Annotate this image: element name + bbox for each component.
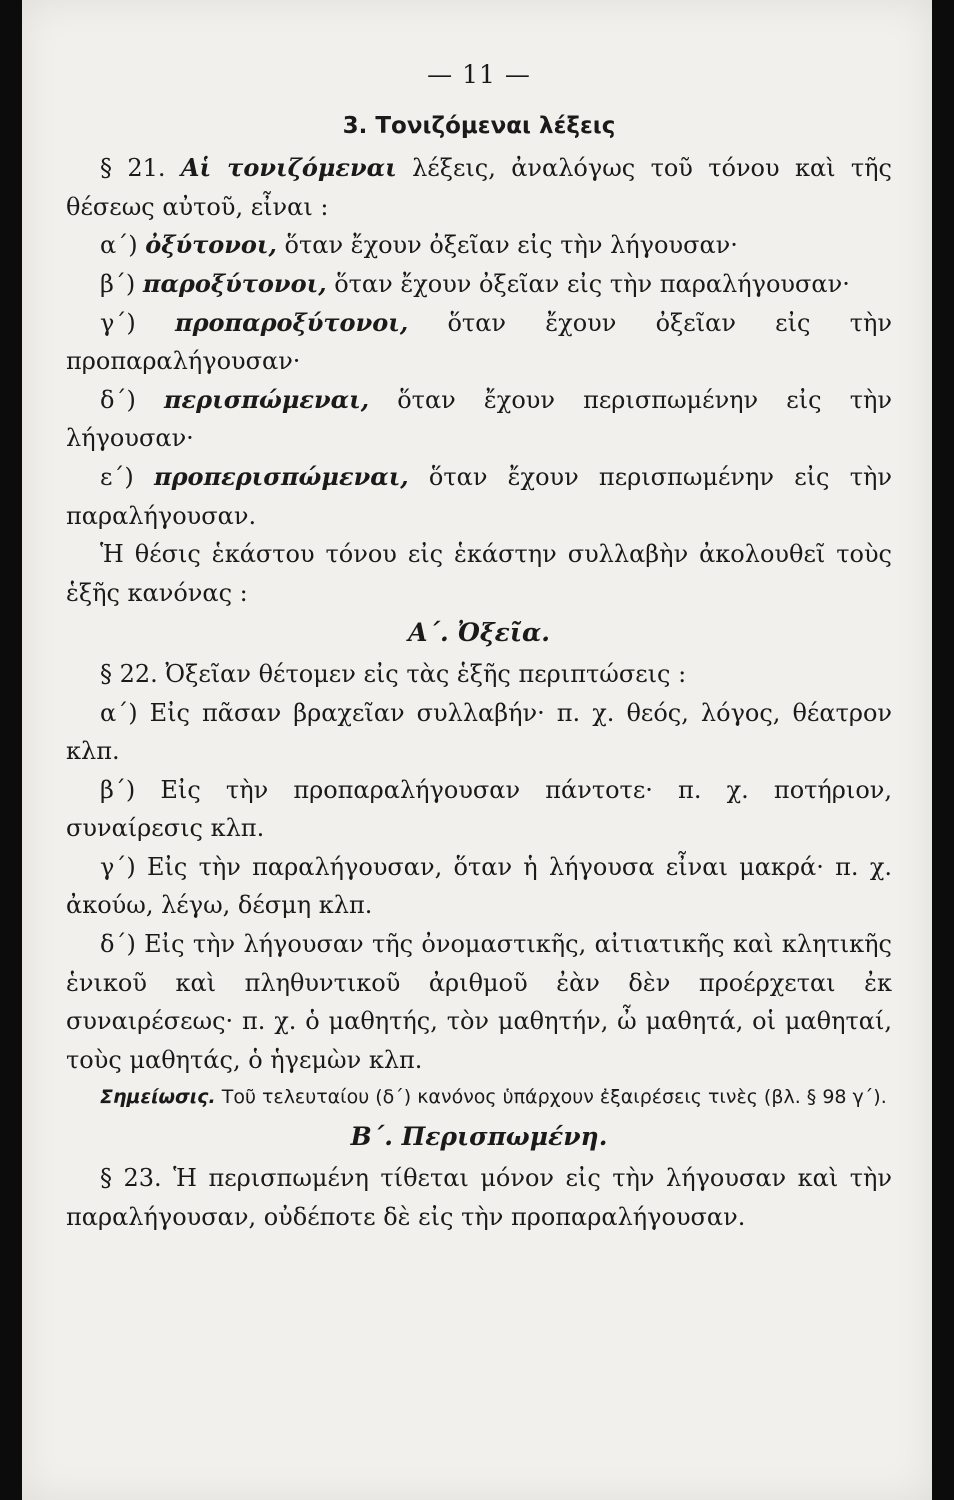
oxia-case: β΄) Εἰς τὴν προπαραλήγουσαν πάντοτε· π. χ. ποτήριον, συναίρεσις κλπ. (66, 775, 892, 843)
item-text: ὅταν ἔχουν ὀξεῖαν εἰς τὴν προπαραλήγουσαν· (66, 308, 892, 376)
book-page (22, 0, 932, 1500)
paragraph-23: § 23. Ἡ περισπωμένη τίθεται μόνον εἰς τὴν λήγουσαν καὶ τὴν παραλήγουσαν, οὐδέποτε δὲ εἰς τὴν προπαραλήγουσαν. (66, 1164, 892, 1231)
paragraph-text: λέξεις, ἀναλόγως τοῦ τόνου καὶ τῆς θέσεως αὐτοῦ, εἶναι : (66, 154, 892, 221)
term: παροξύτονοι, (142, 268, 327, 298)
term: περισπώμεναι, (163, 384, 370, 414)
rule-intro: Ἡ θέσις ἑκάστου τόνου εἰς ἑκάστην συλλαβὴν ἀκολουθεῖ τοὺς ἑξῆς κανόνας : (66, 540, 892, 607)
type-item (66, 458, 892, 535)
item-text: ὅταν ἔχουν ὀξεῖαν εἰς τὴν παραλήγουσαν· (334, 269, 850, 298)
oxia-case: α΄) Εἰς πᾶσαν βραχεῖαν συλλαβήν· π. χ. θεός, λόγος, θέατρον κλπ. (66, 698, 892, 766)
item-label: ε΄) (100, 462, 134, 491)
item-label: δ΄) (100, 385, 136, 414)
type-item (66, 226, 892, 265)
subheading-perispomeni: Β΄. Περισπωμένη. (350, 1122, 608, 1152)
page-content (66, 56, 892, 1236)
item-label: γ΄) (100, 308, 136, 337)
item-text: ὅταν ἔχουν περισπωμένην εἰς τὴν παραλήγουσαν. (66, 462, 892, 530)
note-label: Σημείωσις. (100, 1086, 216, 1109)
oxia-case: γ΄) Εἰς τὴν παραλήγουσαν, ὅταν ἡ λήγουσα εἶναι μακρά· π. χ. ἀκούω, λέγω, δέσμη κλπ. (66, 852, 892, 920)
paragraph-22: § 22. Ὀξεῖαν θέτομεν εἰς τὰς ἑξῆς περιπτώσεις : (100, 659, 687, 688)
section-heading: 3. Τονιζόμεναι λέξεις (342, 112, 616, 139)
paragraph-21 (66, 149, 892, 226)
item-text: ὅταν ἔχουν ὀξεῖαν εἰς τὴν λήγουσαν· (284, 231, 738, 260)
note-text: Τοῦ τελευταίου (δ΄) κανόνος ὑπάρχουν ἐξαιρέσεις τινὲς (βλ. § 98 γ΄). (221, 1086, 887, 1109)
term: προπερισπώμεναι, (154, 461, 409, 491)
note (66, 1079, 892, 1116)
type-item (66, 265, 892, 304)
page-number: — 11 — (427, 60, 531, 89)
item-label: α΄) (100, 231, 138, 260)
oxia-case: δ΄) Εἰς τὴν λήγουσαν τῆς ὀνομαστικῆς, αἰτιατικῆς καὶ κλητικῆς ἑνικοῦ καὶ πληθυντικοῦ ἀριθμοῦ ἐὰν δὲν προέρχεται ἐκ συναιρέσεως· π. χ. ὁ μαθητής, τὸν μαθητήν, ὦ μαθητά, οἱ μαθηταί, τοὺς μαθητάς, ὁ ἡγεμὼν κλπ. (66, 930, 892, 1074)
subheading-oxia: Α΄. Ὀξεῖα. (408, 618, 550, 648)
item-label: β΄) (100, 269, 136, 298)
type-item (66, 304, 892, 381)
term: προπαροξύτονοι, (175, 307, 409, 337)
section-number: § 21. (100, 154, 166, 183)
item-text: ὅταν ἔχουν περισπωμένην εἰς τὴν λήγουσαν· (66, 385, 892, 453)
term: ὀξύτονοι, (145, 230, 277, 260)
term: Αἱ τονιζόμεναι (180, 153, 397, 183)
type-item (66, 381, 892, 458)
